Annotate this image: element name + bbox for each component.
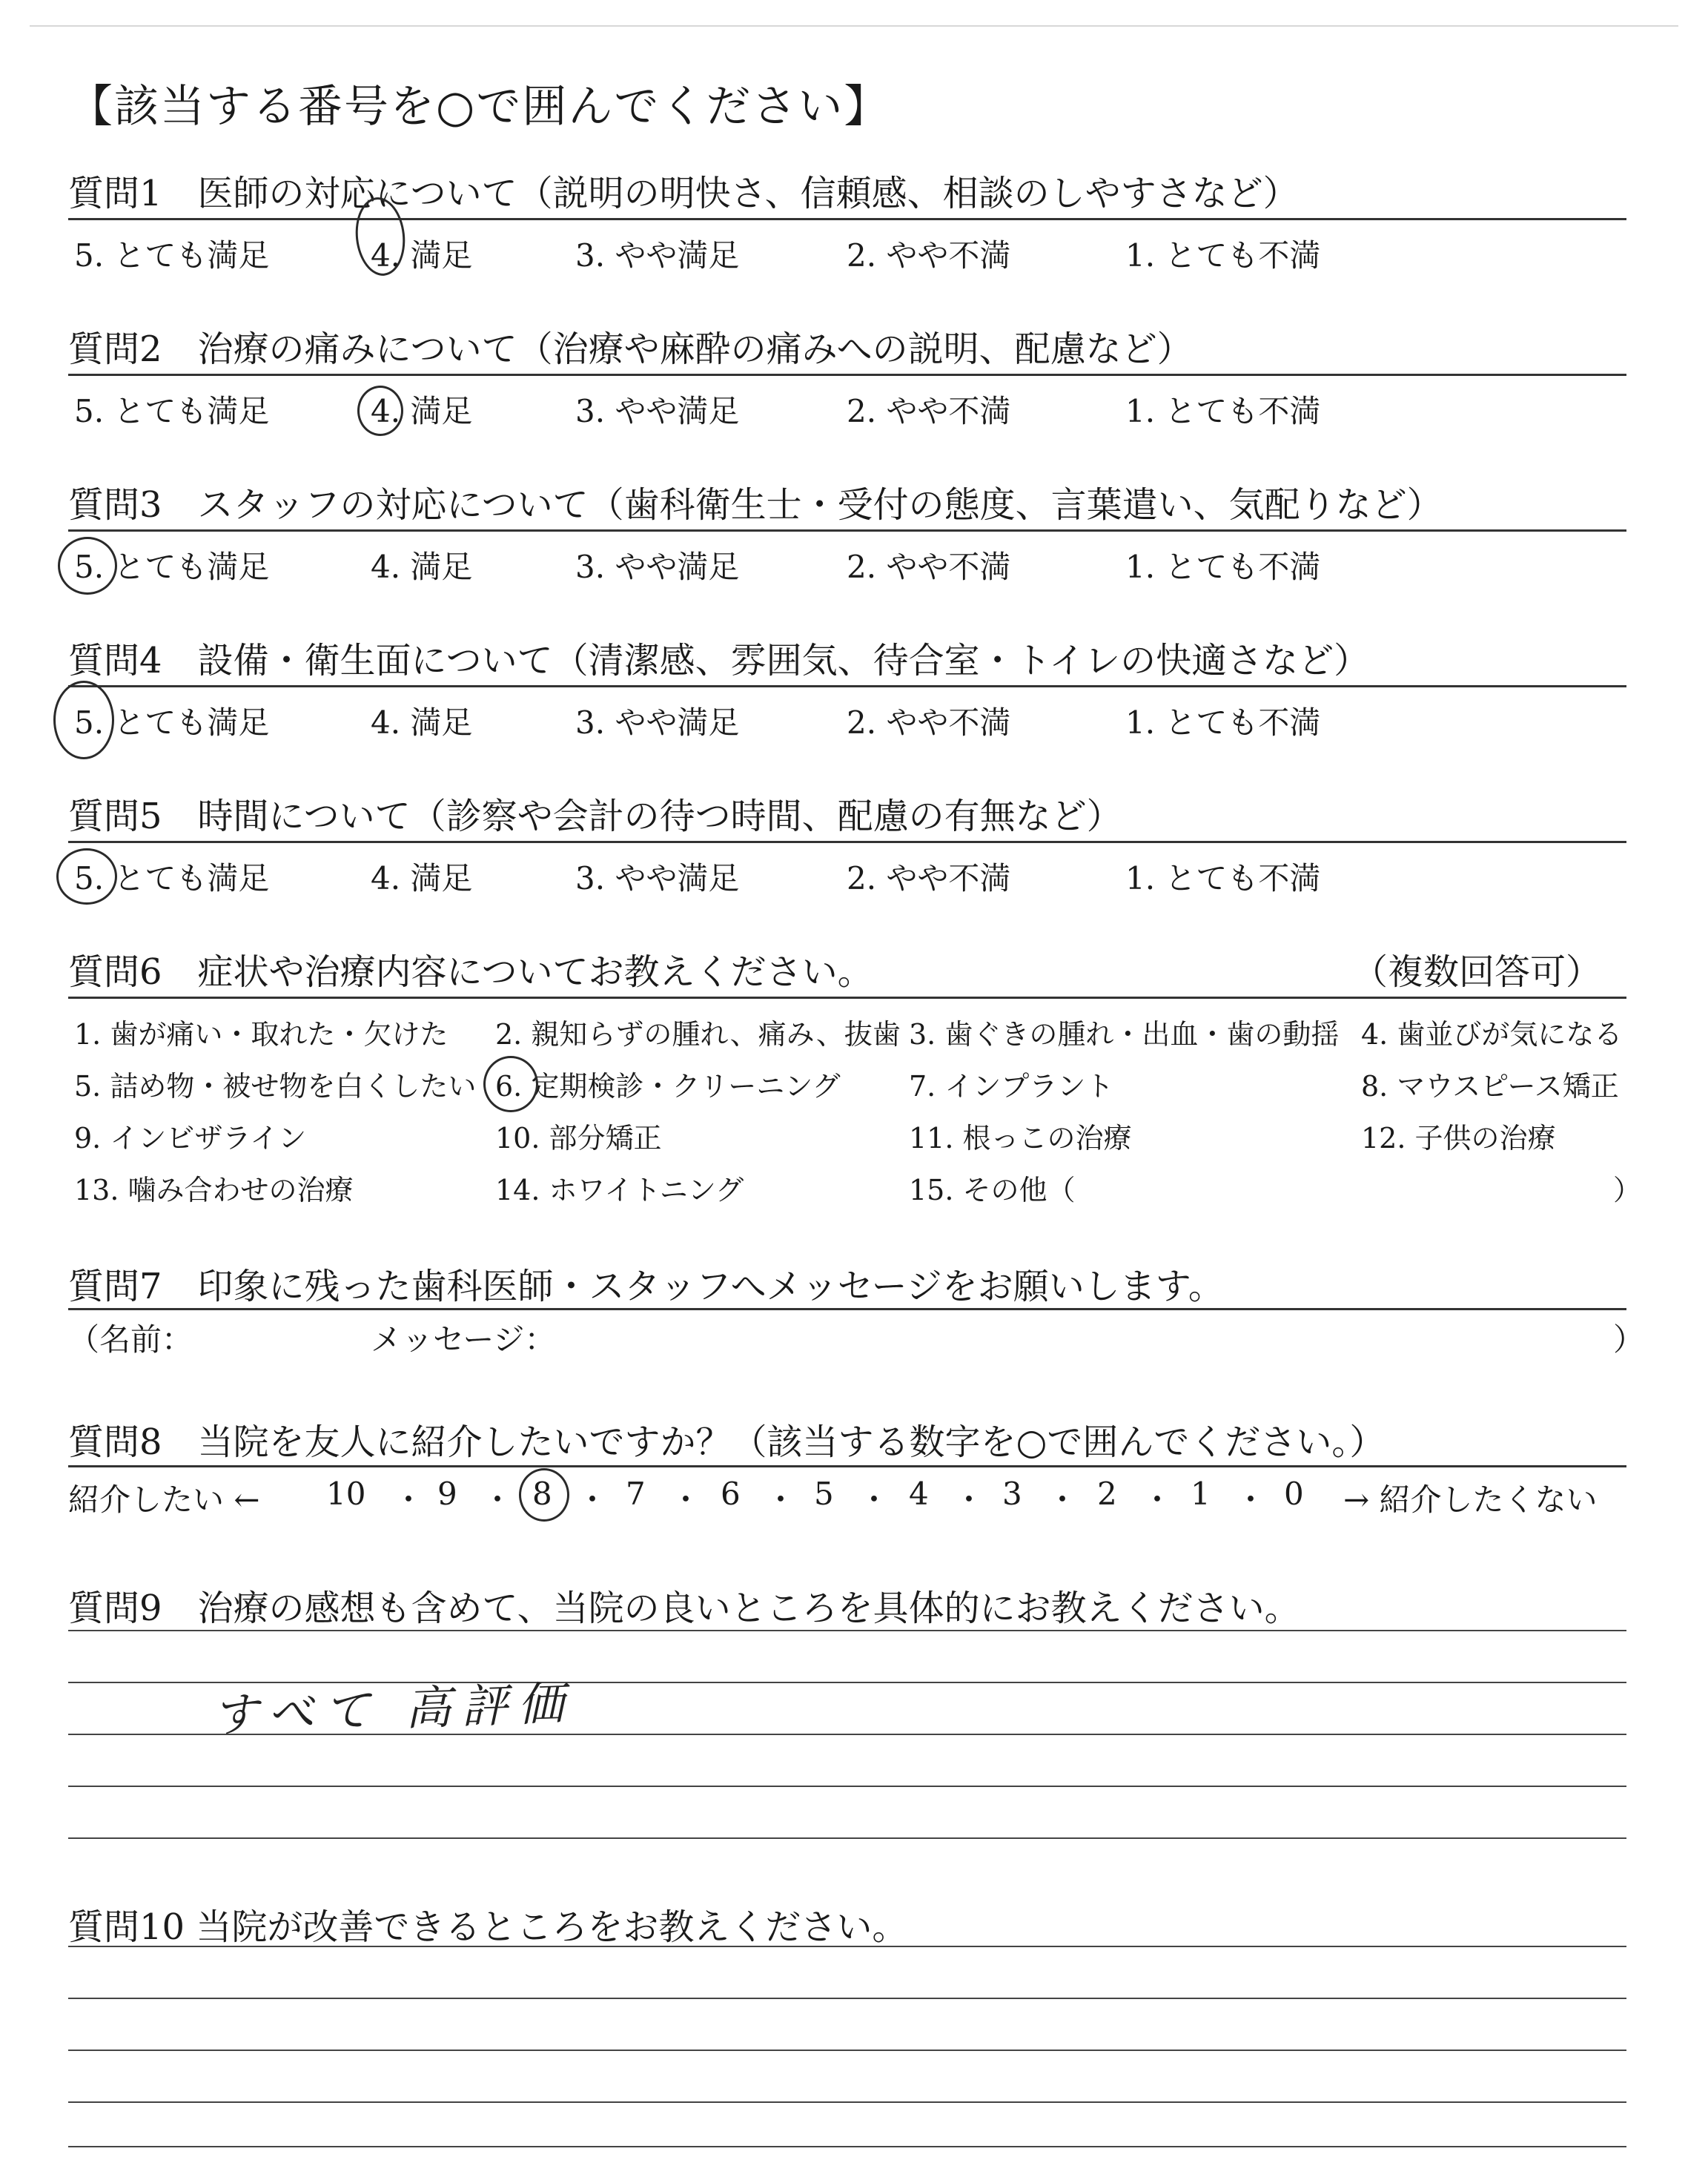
q9-handwritten-answer: すべて 高評価	[211, 1675, 575, 1743]
q3-option-4[interactable]: 4. 満足	[371, 549, 473, 585]
question-1-title: 質問1 医師の対応について（説明の明快さ、信頼感、相談のしやすさなど）	[68, 173, 1299, 214]
q9-answer-line-4	[68, 1786, 1626, 1787]
question-7-rule	[68, 1308, 1626, 1310]
q7-close-paren: ）	[1613, 1321, 1645, 1358]
q6-option-4[interactable]: 4. 歯並びが気になる	[1361, 1018, 1623, 1051]
q9-answer-line-1	[68, 1630, 1626, 1631]
q1-option-4[interactable]: 4. 満足	[371, 237, 473, 274]
q4-option-5[interactable]: 5. とても満足	[74, 704, 270, 741]
q6-option-10[interactable]: 10. 部分矯正	[495, 1122, 662, 1155]
question-9-title: 質問9 治療の感想も含めて、当院の良いところを具体的にお教えください。	[68, 1588, 1300, 1629]
q6-option-6[interactable]: 6. 定期検診・クリーニング	[495, 1070, 841, 1103]
q2-option-3[interactable]: 3. やや満足	[575, 393, 740, 429]
q4-selection-circle	[53, 681, 114, 759]
q6-option-11[interactable]: 11. 根っこの治療	[909, 1122, 1132, 1155]
q8-sep-3: ・	[577, 1482, 609, 1518]
q1-option-5[interactable]: 5. とても満足	[74, 237, 270, 274]
q8-sep-7: ・	[953, 1482, 985, 1518]
q8-sep-8: ・	[1047, 1482, 1079, 1518]
q8-scale-4[interactable]: 4	[909, 1476, 929, 1512]
q3-option-2[interactable]: 2. やや不満	[847, 549, 1011, 585]
q8-sep-6: ・	[858, 1482, 890, 1518]
q8-sep-4: ・	[670, 1482, 702, 1518]
question-6-note: （複数回答可）	[1351, 951, 1601, 993]
q5-option-5[interactable]: 5. とても満足	[74, 860, 270, 896]
q5-option-2[interactable]: 2. やや不満	[847, 860, 1011, 896]
q2-selection-circle	[357, 386, 403, 436]
q3-selection-circle	[58, 537, 117, 595]
q6-option-14[interactable]: 14. ホワイトニング	[495, 1174, 744, 1206]
q8-sep-10: ・	[1235, 1482, 1267, 1518]
q10-answer-line-4	[68, 2101, 1626, 2103]
q8-scale-10[interactable]: 10	[326, 1476, 366, 1512]
q8-scale-6[interactable]: 6	[721, 1476, 741, 1512]
question-6-title: 質問6 症状や治療内容についてお教えください。	[68, 951, 873, 993]
q5-option-1[interactable]: 1. とても不満	[1125, 860, 1321, 896]
q6-option-9[interactable]: 9. インビザライン	[74, 1122, 307, 1155]
question-4-title: 質問4 設備・衛生面について（清潔感、雰囲気、待合室・トイレの快適さなど）	[68, 640, 1370, 681]
q10-answer-line-2	[68, 1998, 1626, 1999]
q1-option-3[interactable]: 3. やや満足	[575, 237, 740, 274]
q2-option-1[interactable]: 1. とても不満	[1125, 393, 1321, 429]
q5-option-4[interactable]: 4. 満足	[371, 860, 473, 896]
q3-option-1[interactable]: 1. とても不満	[1125, 549, 1321, 585]
q8-right-label: → 紹介したくない	[1343, 1482, 1598, 1518]
q6-option-2[interactable]: 2. 親知らずの腫れ、痛み、抜歯	[495, 1018, 901, 1051]
q4-option-2[interactable]: 2. やや不満	[847, 704, 1011, 741]
question-5-rule	[68, 841, 1626, 843]
question-4-rule	[68, 685, 1626, 687]
q6-selection-circle	[483, 1056, 538, 1112]
q6-option-15[interactable]: 15. その他（	[909, 1174, 1076, 1206]
q2-option-5[interactable]: 5. とても満足	[74, 393, 270, 429]
question-1-rule	[68, 218, 1626, 220]
q4-option-4[interactable]: 4. 満足	[371, 704, 473, 741]
q8-scale-8[interactable]: 8	[532, 1476, 552, 1512]
q4-option-1[interactable]: 1. とても不満	[1125, 704, 1321, 741]
q8-sep-9: ・	[1142, 1482, 1174, 1518]
q6-option-8[interactable]: 8. マウスピース矯正	[1361, 1070, 1619, 1103]
q8-scale-1[interactable]: 1	[1191, 1476, 1211, 1512]
q8-sep-2: ・	[482, 1482, 514, 1518]
q6-option-3[interactable]: 3. 歯ぐきの腫れ・出血・歯の動揺	[909, 1018, 1340, 1051]
q6-option-13[interactable]: 13. 噛み合わせの治療	[74, 1174, 354, 1206]
question-3-rule	[68, 529, 1626, 532]
q6-option-12[interactable]: 12. 子供の治療	[1361, 1122, 1556, 1155]
question-7-title: 質問7 印象に残った歯科医師・スタッフへメッセージをお願いします。	[68, 1266, 1224, 1307]
q6-other-close-paren: ）	[1613, 1174, 1642, 1206]
q8-sep-1: ・	[393, 1482, 425, 1518]
question-5-title: 質問5 時間について（診察や会計の待つ時間、配慮の有無など）	[68, 796, 1122, 837]
q2-option-4[interactable]: 4. 満足	[371, 393, 473, 429]
q5-option-3[interactable]: 3. やや満足	[575, 860, 740, 896]
q1-option-2[interactable]: 2. やや不満	[847, 237, 1011, 274]
q6-option-1[interactable]: 1. 歯が痛い・取れた・欠けた	[74, 1018, 448, 1051]
q2-option-2[interactable]: 2. やや不満	[847, 393, 1011, 429]
question-8-rule	[68, 1465, 1626, 1467]
question-2-rule	[68, 374, 1626, 376]
q7-name-label: （名前：	[68, 1321, 193, 1358]
question-2-title: 質問2 治療の痛みについて（治療や麻酔の痛みへの説明、配慮など）	[68, 328, 1193, 370]
q3-option-3[interactable]: 3. やや満足	[575, 549, 740, 585]
question-8-title: 質問8 当院を友人に紹介したいですか？（該当する数字を○で囲んでください。）	[68, 1421, 1386, 1463]
q3-option-5[interactable]: 5. とても満足	[74, 549, 270, 585]
q10-answer-line-1	[68, 1946, 1626, 1947]
q4-option-3[interactable]: 3. やや満足	[575, 704, 740, 741]
scan-top-edge	[30, 25, 1678, 27]
q8-scale-2[interactable]: 2	[1097, 1476, 1117, 1512]
q7-message-label: メッセージ：	[371, 1321, 556, 1358]
q8-scale-5[interactable]: 5	[814, 1476, 834, 1512]
q6-option-7[interactable]: 7. インプラント	[909, 1070, 1114, 1103]
q1-option-1[interactable]: 1. とても不満	[1125, 237, 1321, 274]
q8-left-label: 紹介したい ←	[68, 1482, 260, 1518]
q10-answer-line-3	[68, 2050, 1626, 2051]
page-title: 【該当する番号を○で囲んでください】	[68, 81, 890, 133]
question-6-rule	[68, 997, 1626, 999]
q8-scale-9[interactable]: 9	[437, 1476, 457, 1512]
q9-answer-line-5	[68, 1837, 1626, 1839]
q8-scale-7[interactable]: 7	[626, 1476, 646, 1512]
q8-selection-circle	[519, 1468, 569, 1522]
q5-selection-circle	[56, 848, 117, 905]
q8-scale-3[interactable]: 3	[1002, 1476, 1022, 1512]
q6-option-5[interactable]: 5. 詰め物・被せ物を白くしたい	[74, 1070, 477, 1103]
q10-answer-line-5	[68, 2146, 1626, 2147]
q8-sep-5: ・	[765, 1482, 797, 1518]
question-3-title: 質問3 スタッフの対応について（歯科衛生士・受付の態度、言葉遣い、気配りなど）	[68, 484, 1443, 526]
question-10-title: 質問10 当院が改善できるところをお教えください。	[68, 1906, 908, 1948]
q8-scale-0[interactable]: 0	[1284, 1476, 1304, 1512]
